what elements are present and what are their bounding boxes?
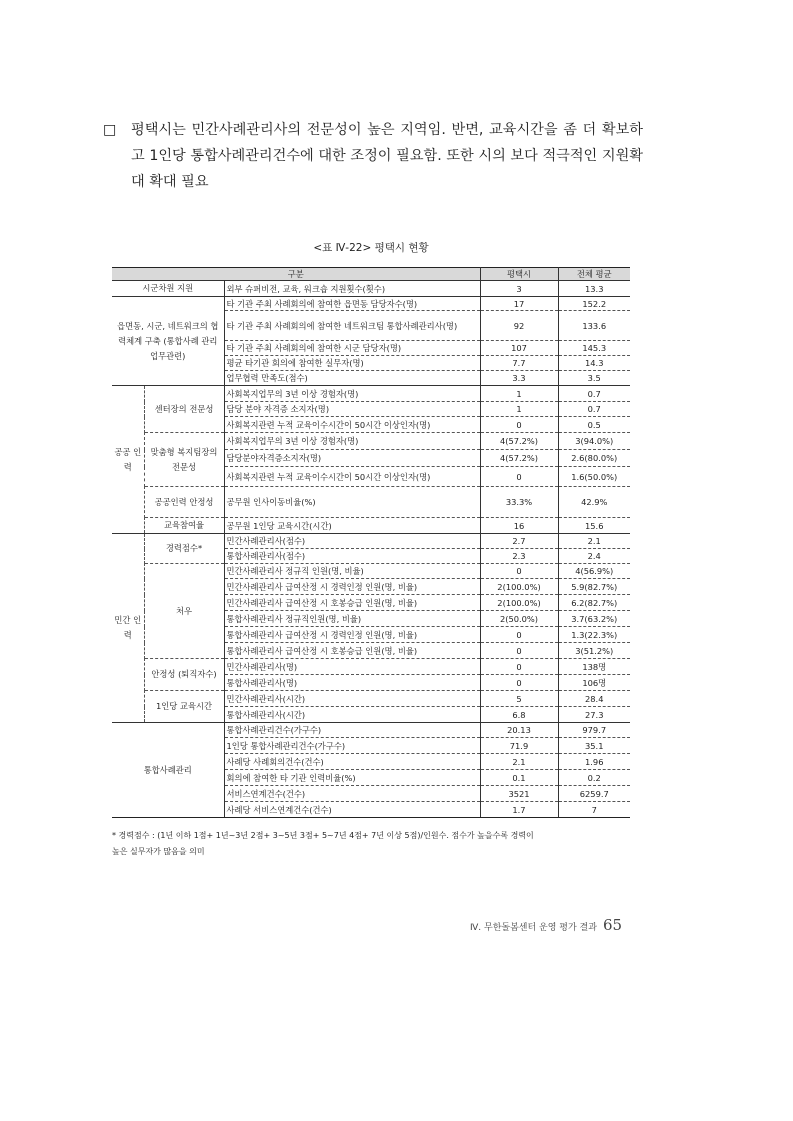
average-value: 1.3(22.3%) xyxy=(558,627,630,643)
item-cell: 공무원 1인당 교육시간(시간) xyxy=(224,518,480,534)
average-value: 133.6 xyxy=(558,311,630,341)
city-value: 2(100.0%) xyxy=(480,579,558,595)
item-cell: 통합사례관리건수(가구수) xyxy=(224,723,480,738)
city-value: 2.7 xyxy=(480,534,558,549)
city-value: 0 xyxy=(480,643,558,659)
item-cell: 업무협력 만족도(점수) xyxy=(224,371,480,386)
table-row xyxy=(112,487,630,518)
category-cell-public: 공공 인력 xyxy=(112,386,144,534)
item-cell: 민간사례관리사(명) xyxy=(224,659,480,675)
subcategory-cell: 맞춤형 복지팀장의 전문성 xyxy=(144,433,224,487)
average-value: 35.1 xyxy=(558,738,630,754)
item-cell: 공무원 인사이동비율(%) xyxy=(224,487,480,518)
average-value: 152.2 xyxy=(558,297,630,311)
table-row xyxy=(112,518,630,534)
header-average: 전체 평균 xyxy=(558,268,630,281)
average-value: 0.7 xyxy=(558,402,630,417)
intro-paragraph xyxy=(103,117,643,195)
item-cell: 사례당 서비스연계건수(건수) xyxy=(224,802,480,818)
city-value: 1 xyxy=(480,386,558,402)
city-value: 0 xyxy=(480,627,558,643)
item-cell: 사회복지업무의 3년 이상 경험자(명) xyxy=(224,386,480,402)
subcategory-cell: 센터장의 전문성 xyxy=(144,386,224,433)
average-value: 4(56.9%) xyxy=(558,564,630,579)
table-row xyxy=(112,281,630,297)
city-value: 0 xyxy=(480,467,558,487)
table-row xyxy=(112,659,630,675)
city-value: 20.13 xyxy=(480,723,558,738)
table-row xyxy=(112,297,630,311)
item-cell: 담당 분야 자격증 소지자(명) xyxy=(224,402,480,417)
city-value: 92 xyxy=(480,311,558,341)
average-value: 7 xyxy=(558,802,630,818)
item-cell: 서비스연계건수(건수) xyxy=(224,786,480,802)
item-cell: 민간사례관리사 급여산정 시 호봉승급 인원(명, 비율) xyxy=(224,595,480,611)
city-value: 1.7 xyxy=(480,802,558,818)
header-city: 평택시 xyxy=(480,268,558,281)
city-value: 2(50.0%) xyxy=(480,611,558,627)
footnote-line: * 경력점수 : (1년 이하 1점+ 1년~3년 2점+ 3~5년 3점+ 5~7년 4점+ 7년 이상 5점)/인원수. 점수가 높을수록 경력이 xyxy=(112,831,534,840)
city-value: 5 xyxy=(480,691,558,707)
average-value: 15.6 xyxy=(558,518,630,534)
average-value: 3(94.0%) xyxy=(558,433,630,450)
average-value: 28.4 xyxy=(558,691,630,707)
city-value: 1 xyxy=(480,402,558,417)
average-value: 5.9(82.7%) xyxy=(558,579,630,595)
item-cell: 외부 슈퍼비전, 교육, 워크숍 지원횟수(횟수) xyxy=(224,281,480,297)
city-value: 0 xyxy=(480,659,558,675)
square-bullet-icon: □ xyxy=(103,122,117,138)
table-row xyxy=(112,691,630,707)
item-cell: 통합사례관리사 급여산정 시 경력인정 인원(명, 비율) xyxy=(224,627,480,643)
average-value: 14.3 xyxy=(558,356,630,371)
table-footnote xyxy=(112,828,632,860)
average-value: 145.3 xyxy=(558,341,630,356)
category-cell-private: 민간 인력 xyxy=(112,534,144,723)
item-cell: 민간사례관리사 급여산정 시 경력인정 인원(명, 비율) xyxy=(224,579,480,595)
city-value: 2.3 xyxy=(480,549,558,564)
item-cell: 통합사례관리사 급여산정 시 호봉승급 인원(명, 비율) xyxy=(224,643,480,659)
table-row xyxy=(112,534,630,549)
city-value: 3.3 xyxy=(480,371,558,386)
average-value: 2.4 xyxy=(558,549,630,564)
item-cell: 통합사례관리사(시간) xyxy=(224,707,480,723)
city-value: 107 xyxy=(480,341,558,356)
average-value: 2.1 xyxy=(558,534,630,549)
average-value: 6259.7 xyxy=(558,786,630,802)
city-value: 2(100.0%) xyxy=(480,595,558,611)
paragraph-text: 평택시는 민간사례관리사의 전문성이 높은 지역임. 반면, 교육시간을 좀 더 확보하고 1인당 통합사례관리건수에 대한 조정이 필요함. 또한 시의 보다 적극적인 지원확대 확대 필요 xyxy=(131,122,643,190)
item-cell: 사회복지관련 누적 교육이수시간이 50시간 이상인자(명) xyxy=(224,467,480,487)
city-value: 0.1 xyxy=(480,770,558,786)
average-value: 3.7(63.2%) xyxy=(558,611,630,627)
average-value: 1.6(50.0%) xyxy=(558,467,630,487)
category-cell: 읍면동, 시군, 네트워크의 협력체계 구축 (통합사례 관리 업무관련) xyxy=(112,297,224,386)
city-value: 71.9 xyxy=(480,738,558,754)
item-cell: 민간사례관리사 정규직 인원(명, 비율) xyxy=(224,564,480,579)
item-cell: 사례당 사례회의건수(건수) xyxy=(224,754,480,770)
city-value: 7.7 xyxy=(480,356,558,371)
city-value: 0 xyxy=(480,564,558,579)
city-value: 4(57.2%) xyxy=(480,433,558,450)
category-cell: 시군차원 지원 xyxy=(112,281,224,297)
category-cell-integrated: 통합사례관리 xyxy=(112,723,224,818)
average-value: 0.5 xyxy=(558,417,630,433)
average-value: 979.7 xyxy=(558,723,630,738)
item-cell: 타 기관 주최 사례회의에 참여한 시군 담당자(명) xyxy=(224,341,480,356)
average-value: 3.5 xyxy=(558,371,630,386)
item-cell: 민간사례관리사(시간) xyxy=(224,691,480,707)
item-cell: 1인당 통합사례관리건수(가구수) xyxy=(224,738,480,754)
subcategory-cell: 1인당 교육시간 xyxy=(144,691,224,723)
page-footer xyxy=(470,916,622,934)
city-value: 33.3% xyxy=(480,487,558,518)
average-value: 0.7 xyxy=(558,386,630,402)
footnote-line: 높은 실무자가 많음을 의미 xyxy=(112,847,205,856)
item-cell: 사회복지관련 누적 교육이수시간이 50시간 이상인자(명) xyxy=(224,417,480,433)
item-cell: 민간사례관리사(점수) xyxy=(224,534,480,549)
table-row xyxy=(112,723,630,738)
average-value: 106명 xyxy=(558,675,630,691)
item-cell: 담당분야자격증소지자(명) xyxy=(224,450,480,467)
item-cell: 통합사례관리사 정규직인원(명, 비율) xyxy=(224,611,480,627)
average-value: 138명 xyxy=(558,659,630,675)
average-value: 27.3 xyxy=(558,707,630,723)
table-header-row xyxy=(112,268,630,281)
table-caption: <표 Ⅳ-22> 평택시 현황 xyxy=(313,242,429,254)
city-value: 16 xyxy=(480,518,558,534)
item-cell: 타 기관 주최 사례회의에 참여한 네트워크팀 통합사례관리사(명) xyxy=(224,311,480,341)
subcategory-cell: 교육참여율 xyxy=(144,518,224,534)
average-value: 1.96 xyxy=(558,754,630,770)
page-number: 65 xyxy=(602,916,623,934)
city-value: 0 xyxy=(480,417,558,433)
table-row xyxy=(112,564,630,579)
city-value: 3 xyxy=(480,281,558,297)
average-value: 42.9% xyxy=(558,487,630,518)
table-row xyxy=(112,386,630,402)
item-cell: 회의에 참여한 타 기관 인력비율(%) xyxy=(224,770,480,786)
city-value: 3521 xyxy=(480,786,558,802)
city-value: 6.8 xyxy=(480,707,558,723)
item-cell: 통합사례관리사(점수) xyxy=(224,549,480,564)
average-value: 2.6(80.0%) xyxy=(558,450,630,467)
table-row xyxy=(112,433,630,450)
subcategory-cell: 처우 xyxy=(144,564,224,659)
item-cell: 타 기관 주최 사례회의에 참여한 읍면동 담당자수(명) xyxy=(224,297,480,311)
city-value: 17 xyxy=(480,297,558,311)
city-value: 2.1 xyxy=(480,754,558,770)
city-value: 4(57.2%) xyxy=(480,450,558,467)
average-value: 3(51.2%) xyxy=(558,643,630,659)
item-cell: 평균 타기관 회의에 참여한 실무자(명) xyxy=(224,356,480,371)
header-category: 구분 xyxy=(112,268,480,281)
item-cell: 사회복지업무의 3년 이상 경험자(명) xyxy=(224,433,480,450)
city-value: 0 xyxy=(480,675,558,691)
average-value: 0.2 xyxy=(558,770,630,786)
average-value: 6.2(82.7%) xyxy=(558,595,630,611)
average-value: 13.3 xyxy=(558,281,630,297)
subcategory-cell: 안정성 (퇴직자수) xyxy=(144,659,224,691)
item-cell: 통합사례관리사(명) xyxy=(224,675,480,691)
status-table xyxy=(112,267,630,818)
subcategory-cell: 경력점수* xyxy=(144,534,224,564)
footer-chapter-title: Ⅳ. 무한돌봄센터 운영 평가 결과 xyxy=(470,923,597,933)
subcategory-cell: 공공인력 안정성 xyxy=(144,487,224,518)
